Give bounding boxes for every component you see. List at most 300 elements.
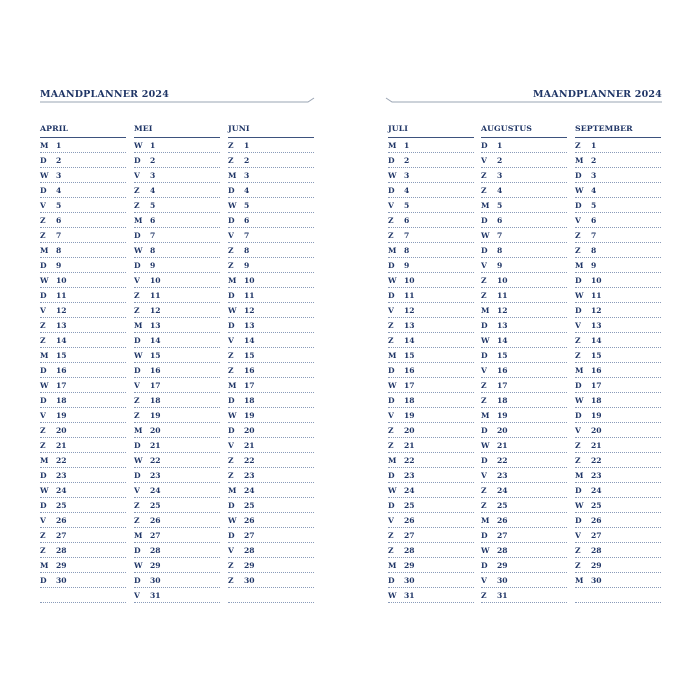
day-number: 10 (404, 276, 415, 285)
weekday-letter: V (228, 231, 234, 240)
day-number: 11 (404, 291, 415, 300)
weekday-letter: W (481, 546, 490, 555)
weekday-letter: D (40, 291, 47, 300)
day-number: 4 (56, 186, 62, 195)
day-number: 11 (56, 291, 67, 300)
day-row (481, 423, 567, 438)
weekday-letter: Z (228, 471, 234, 480)
day-number: 24 (150, 486, 161, 495)
day-number: 16 (56, 366, 67, 375)
day-number: 12 (56, 306, 67, 315)
weekday-letter: M (481, 306, 490, 315)
day-number: 16 (150, 366, 161, 375)
month-name: JUNI (228, 124, 314, 138)
day-number: 23 (591, 471, 602, 480)
weekday-letter: V (481, 156, 487, 165)
day-row (388, 303, 474, 318)
weekday-letter: D (388, 261, 395, 270)
day-number: 2 (244, 156, 250, 165)
day-number: 12 (150, 306, 161, 315)
weekday-letter: Z (575, 336, 581, 345)
day-number: 12 (404, 306, 415, 315)
day-number: 6 (56, 216, 62, 225)
weekday-letter: Z (134, 291, 140, 300)
weekday-letter: D (575, 201, 582, 210)
day-row (134, 288, 220, 303)
month-name: AUGUSTUS (481, 124, 567, 138)
day-row (388, 243, 474, 258)
weekday-letter: W (481, 336, 490, 345)
weekday-letter: D (481, 351, 488, 360)
day-number: 7 (404, 231, 410, 240)
weekday-letter: W (388, 276, 397, 285)
day-number: 22 (244, 456, 255, 465)
weekday-letter: Z (575, 351, 581, 360)
weekday-letter: Z (134, 201, 140, 210)
weekday-letter: M (228, 381, 237, 390)
day-row (228, 573, 314, 588)
day-number: 4 (244, 186, 250, 195)
weekday-letter: D (481, 531, 488, 540)
weekday-letter: Z (575, 561, 581, 570)
day-row (40, 543, 126, 558)
day-number: 24 (404, 486, 415, 495)
day-row (228, 408, 314, 423)
day-number: 10 (56, 276, 67, 285)
day-row (134, 153, 220, 168)
day-number: 15 (404, 351, 415, 360)
weekday-letter: Z (134, 516, 140, 525)
day-number: 15 (244, 351, 255, 360)
day-number: 25 (150, 501, 161, 510)
weekday-letter: W (134, 561, 143, 570)
day-number: 28 (56, 546, 67, 555)
weekday-letter: D (134, 441, 141, 450)
day-row (228, 513, 314, 528)
day-row (388, 423, 474, 438)
weekday-letter: Z (575, 441, 581, 450)
day-row (481, 393, 567, 408)
day-row (481, 588, 567, 603)
day-number: 26 (591, 516, 602, 525)
day-number: 8 (150, 246, 156, 255)
weekday-letter: D (134, 261, 141, 270)
day-row (228, 228, 314, 243)
day-row (575, 468, 661, 483)
weekday-letter: V (228, 546, 234, 555)
weekday-letter: M (481, 516, 490, 525)
day-row (228, 243, 314, 258)
day-number: 13 (150, 321, 161, 330)
day-row (481, 528, 567, 543)
day-row (388, 513, 474, 528)
weekday-letter: M (575, 471, 584, 480)
day-row (481, 243, 567, 258)
day-row (40, 483, 126, 498)
day-number: 28 (591, 546, 602, 555)
day-row (228, 333, 314, 348)
day-row (40, 378, 126, 393)
weekday-letter: Z (228, 456, 234, 465)
day-number: 26 (497, 516, 508, 525)
weekday-letter: D (228, 501, 235, 510)
weekday-letter: M (388, 141, 397, 150)
day-row (388, 168, 474, 183)
day-number: 21 (591, 441, 602, 450)
page-header: MAANDPLANNER 2024 (532, 89, 662, 100)
day-number: 7 (497, 231, 503, 240)
day-row (134, 588, 220, 603)
weekday-letter: M (40, 456, 49, 465)
day-row (134, 408, 220, 423)
day-number: 29 (497, 561, 508, 570)
day-number: 6 (591, 216, 597, 225)
day-number: 4 (591, 186, 597, 195)
day-row (481, 318, 567, 333)
day-row (40, 258, 126, 273)
weekday-letter: V (575, 321, 581, 330)
day-number: 3 (150, 171, 156, 180)
day-number: 13 (244, 321, 255, 330)
month-column-juli (388, 124, 474, 603)
day-row (40, 558, 126, 573)
day-number: 31 (404, 591, 415, 600)
day-row (575, 288, 661, 303)
day-number: 14 (591, 336, 602, 345)
day-row (40, 273, 126, 288)
day-number: 26 (404, 516, 415, 525)
weekday-letter: V (40, 306, 46, 315)
weekday-letter: D (388, 576, 395, 585)
weekday-letter: W (40, 486, 49, 495)
weekday-letter: Z (388, 531, 394, 540)
weekday-letter: W (134, 246, 143, 255)
day-number: 9 (404, 261, 410, 270)
day-row (134, 513, 220, 528)
day-row (40, 288, 126, 303)
day-number: 13 (404, 321, 415, 330)
day-number: 17 (244, 381, 255, 390)
day-row (228, 423, 314, 438)
day-row (481, 333, 567, 348)
weekday-letter: Z (481, 501, 487, 510)
day-number: 9 (497, 261, 503, 270)
weekday-letter: W (134, 351, 143, 360)
weekday-letter: M (134, 426, 143, 435)
day-row (40, 213, 126, 228)
day-row (575, 558, 661, 573)
day-number: 23 (150, 471, 161, 480)
weekday-letter: D (575, 306, 582, 315)
empty-day-row (228, 588, 314, 603)
weekday-letter: D (134, 231, 141, 240)
day-number: 8 (591, 246, 597, 255)
weekday-letter: M (40, 141, 49, 150)
weekday-letter: M (388, 561, 397, 570)
weekday-letter: D (575, 171, 582, 180)
day-number: 15 (497, 351, 508, 360)
day-row (228, 348, 314, 363)
day-number: 28 (244, 546, 255, 555)
day-row (228, 303, 314, 318)
day-row (228, 183, 314, 198)
day-number: 27 (244, 531, 255, 540)
day-row (388, 213, 474, 228)
day-row (228, 453, 314, 468)
day-row (388, 573, 474, 588)
page-header: MAANDPLANNER 2024 (40, 89, 170, 100)
day-number: 9 (150, 261, 156, 270)
day-number: 24 (244, 486, 255, 495)
weekday-letter: D (228, 186, 235, 195)
day-number: 5 (56, 201, 62, 210)
day-number: 24 (56, 486, 67, 495)
weekday-letter: V (40, 201, 46, 210)
weekday-letter: Z (40, 426, 46, 435)
month-name: JULI (388, 124, 474, 138)
weekday-letter: Z (481, 186, 487, 195)
weekday-letter: V (481, 261, 487, 270)
day-number: 11 (497, 291, 508, 300)
day-row (481, 498, 567, 513)
day-row (481, 213, 567, 228)
day-row (481, 138, 567, 153)
weekday-letter: D (575, 381, 582, 390)
weekday-letter: V (481, 576, 487, 585)
month-column-mei (134, 124, 220, 603)
weekday-letter: Z (388, 216, 394, 225)
day-number: 11 (591, 291, 602, 300)
day-number: 2 (404, 156, 410, 165)
day-row (228, 528, 314, 543)
day-row (388, 393, 474, 408)
day-number: 22 (150, 456, 161, 465)
weekday-letter: Z (481, 591, 487, 600)
day-number: 31 (497, 591, 508, 600)
weekday-letter: W (134, 456, 143, 465)
day-number: 5 (404, 201, 410, 210)
weekday-letter: D (481, 561, 488, 570)
day-row (134, 528, 220, 543)
day-row (388, 453, 474, 468)
day-row (388, 183, 474, 198)
weekday-letter: V (575, 216, 581, 225)
day-number: 6 (244, 216, 250, 225)
day-number: 18 (150, 396, 161, 405)
day-number: 29 (591, 561, 602, 570)
weekday-letter: M (40, 246, 49, 255)
day-row (481, 363, 567, 378)
day-row (228, 138, 314, 153)
day-number: 8 (244, 246, 250, 255)
month-name: SEPTEMBER (575, 124, 661, 138)
day-number: 21 (497, 441, 508, 450)
day-row (481, 378, 567, 393)
day-number: 13 (591, 321, 602, 330)
day-number: 23 (497, 471, 508, 480)
day-row (134, 423, 220, 438)
weekday-letter: Z (481, 171, 487, 180)
day-number: 30 (56, 576, 67, 585)
weekday-letter: V (134, 276, 140, 285)
day-number: 22 (56, 456, 67, 465)
day-number: 19 (244, 411, 255, 420)
day-number: 10 (497, 276, 508, 285)
weekday-letter: W (481, 231, 490, 240)
day-number: 1 (497, 141, 503, 150)
weekday-letter: D (228, 216, 235, 225)
day-number: 1 (56, 141, 62, 150)
day-number: 20 (150, 426, 161, 435)
weekday-letter: D (134, 366, 141, 375)
day-row (40, 528, 126, 543)
day-number: 1 (591, 141, 597, 150)
weekday-letter: M (134, 531, 143, 540)
weekday-letter: D (40, 471, 47, 480)
day-number: 20 (404, 426, 415, 435)
day-row (481, 453, 567, 468)
day-row (134, 393, 220, 408)
weekday-letter: W (40, 171, 49, 180)
weekday-letter: D (40, 261, 47, 270)
day-row (134, 213, 220, 228)
day-number: 2 (56, 156, 62, 165)
day-number: 22 (497, 456, 508, 465)
day-row (134, 258, 220, 273)
day-number: 30 (150, 576, 161, 585)
weekday-letter: V (481, 366, 487, 375)
weekday-letter: V (388, 411, 394, 420)
weekday-letter: Z (481, 291, 487, 300)
day-row (388, 288, 474, 303)
weekday-letter: M (575, 576, 584, 585)
day-row (40, 348, 126, 363)
day-number: 5 (244, 201, 250, 210)
day-row (575, 543, 661, 558)
day-row (481, 273, 567, 288)
weekday-letter: D (481, 456, 488, 465)
weekday-letter: D (388, 501, 395, 510)
day-number: 14 (56, 336, 67, 345)
day-number: 7 (244, 231, 250, 240)
day-row (40, 438, 126, 453)
weekday-letter: D (481, 246, 488, 255)
day-row (388, 543, 474, 558)
day-number: 27 (150, 531, 161, 540)
day-number: 12 (244, 306, 255, 315)
weekday-letter: D (228, 531, 235, 540)
day-number: 3 (497, 171, 503, 180)
empty-day-row (575, 588, 661, 603)
day-number: 1 (150, 141, 156, 150)
weekday-letter: D (134, 156, 141, 165)
day-number: 5 (497, 201, 503, 210)
day-number: 10 (591, 276, 602, 285)
day-row (228, 153, 314, 168)
day-row (228, 558, 314, 573)
weekday-letter: Z (481, 486, 487, 495)
weekday-letter: D (481, 426, 488, 435)
day-row (388, 588, 474, 603)
day-row (228, 213, 314, 228)
day-row (388, 258, 474, 273)
day-number: 17 (591, 381, 602, 390)
weekday-letter: Z (388, 546, 394, 555)
day-number: 25 (497, 501, 508, 510)
weekday-letter: V (228, 336, 234, 345)
day-row (575, 183, 661, 198)
day-row (228, 318, 314, 333)
weekday-letter: M (575, 366, 584, 375)
day-row (228, 498, 314, 513)
header-rule (0, 98, 320, 106)
day-number: 26 (244, 516, 255, 525)
weekday-letter: D (134, 471, 141, 480)
day-row (388, 438, 474, 453)
weekday-letter: M (388, 351, 397, 360)
day-row (481, 168, 567, 183)
day-row (388, 333, 474, 348)
day-number: 3 (56, 171, 62, 180)
day-number: 13 (56, 321, 67, 330)
weekday-letter: Z (575, 141, 581, 150)
month-column-augustus (481, 124, 567, 603)
weekday-letter: D (388, 471, 395, 480)
day-number: 23 (404, 471, 415, 480)
month-column-juni (228, 124, 314, 603)
day-row (134, 318, 220, 333)
weekday-letter: D (40, 501, 47, 510)
day-row (228, 273, 314, 288)
weekday-letter: W (228, 201, 237, 210)
weekday-letter: D (228, 396, 235, 405)
day-number: 19 (150, 411, 161, 420)
day-row (388, 468, 474, 483)
day-row (40, 573, 126, 588)
day-row (228, 198, 314, 213)
day-row (575, 273, 661, 288)
day-row (40, 243, 126, 258)
weekday-letter: M (481, 201, 490, 210)
day-number: 8 (497, 246, 503, 255)
day-row (40, 318, 126, 333)
day-number: 12 (591, 306, 602, 315)
day-row (481, 468, 567, 483)
day-row (388, 483, 474, 498)
day-number: 27 (497, 531, 508, 540)
weekday-letter: M (40, 351, 49, 360)
day-number: 24 (591, 486, 602, 495)
weekday-letter: D (134, 576, 141, 585)
day-number: 25 (591, 501, 602, 510)
day-row (481, 483, 567, 498)
day-row (481, 558, 567, 573)
day-row (134, 363, 220, 378)
weekday-letter: D (481, 216, 488, 225)
day-number: 17 (497, 381, 508, 390)
weekday-letter: W (228, 306, 237, 315)
day-row (481, 408, 567, 423)
weekday-letter: V (40, 411, 46, 420)
day-number: 18 (591, 396, 602, 405)
day-row (134, 138, 220, 153)
day-row (228, 438, 314, 453)
weekday-letter: W (575, 291, 584, 300)
weekday-letter: D (575, 411, 582, 420)
weekday-letter: V (575, 426, 581, 435)
day-row (481, 438, 567, 453)
day-number: 17 (404, 381, 415, 390)
